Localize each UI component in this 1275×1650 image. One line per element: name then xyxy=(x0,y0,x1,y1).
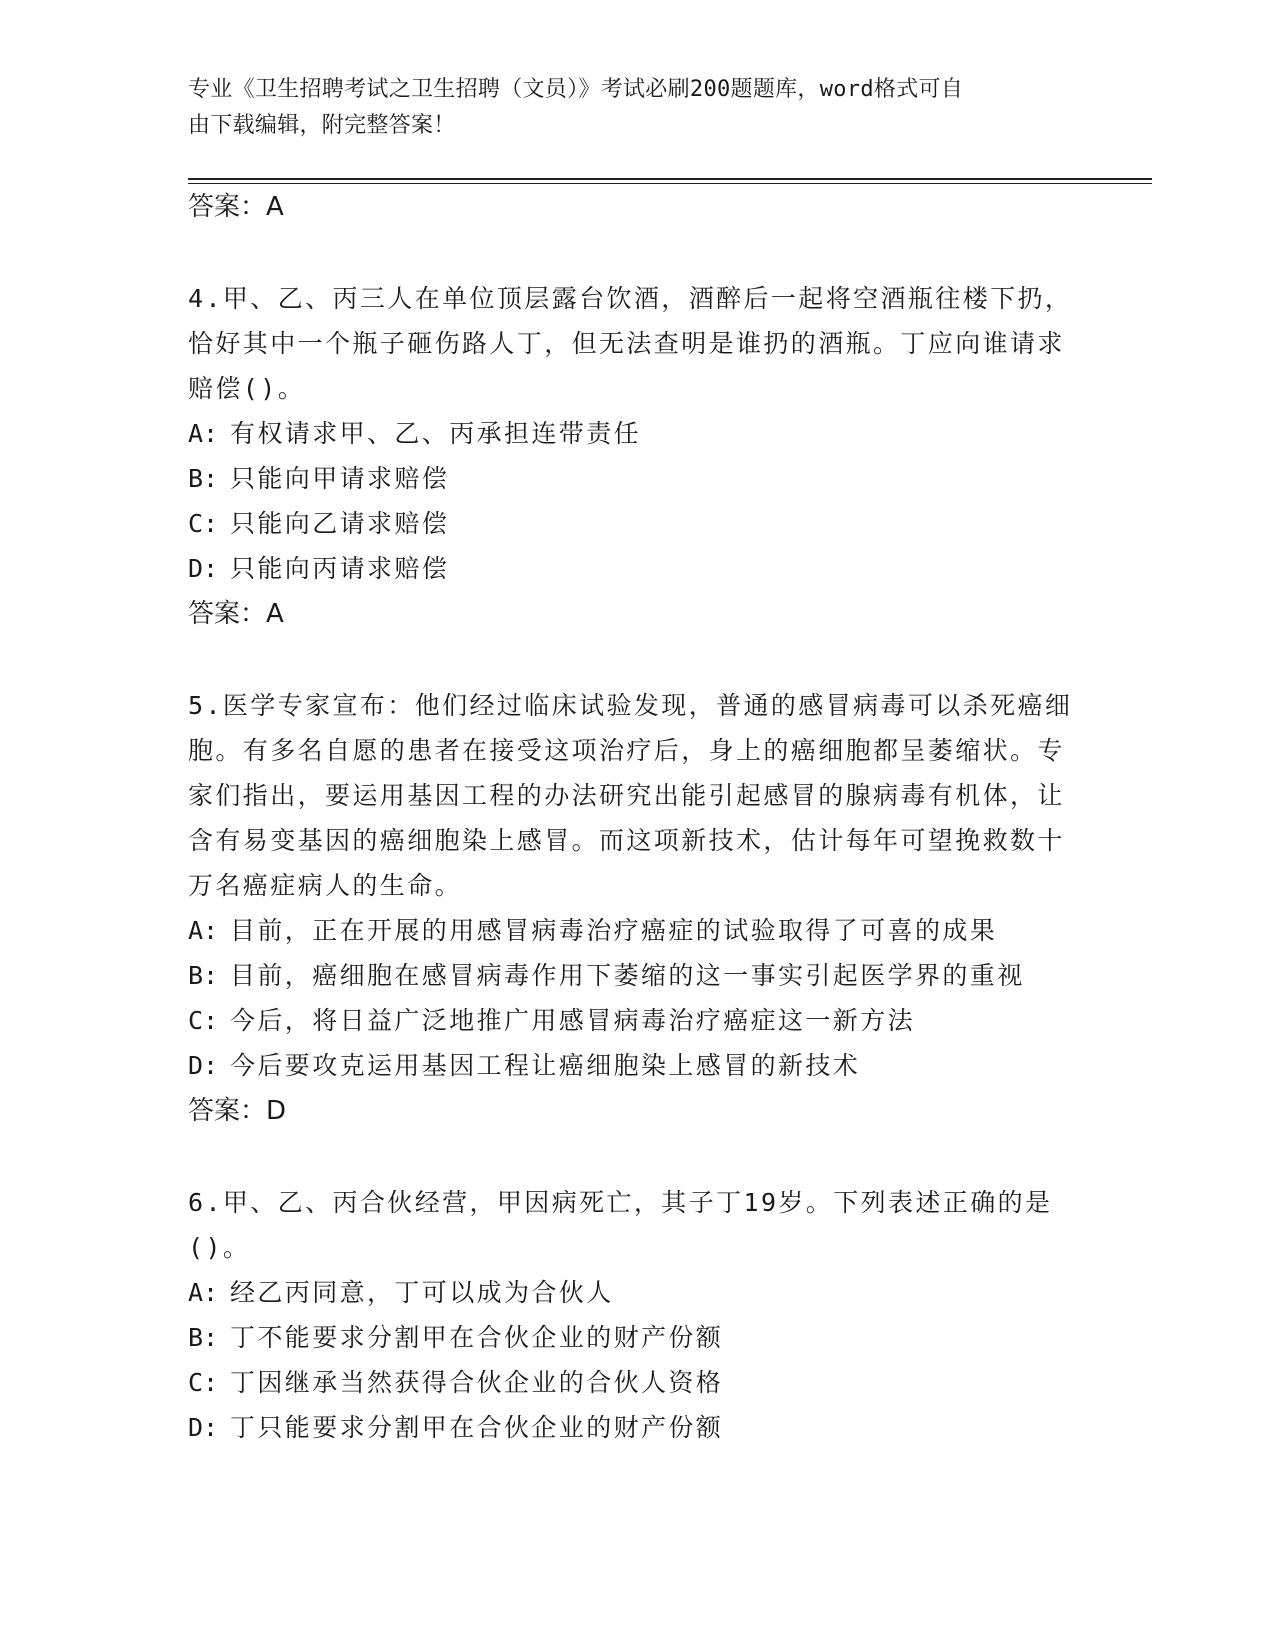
option-key: A: xyxy=(188,1278,219,1307)
option-a xyxy=(188,908,1088,953)
option-text: 丁不能要求分割甲在合伙企业的财产份额 xyxy=(230,1323,724,1352)
question-stem: 6.甲、乙、丙合伙经营，甲因病死亡，其子丁19岁。下列表述正确的是()。 xyxy=(188,1188,1053,1262)
option-key: B: xyxy=(188,1323,219,1352)
option-text: 今后要攻克运用基因工程让癌细胞染上感冒的新技术 xyxy=(230,1051,861,1080)
question-stem: 4.甲、乙、丙三人在单位顶层露台饮酒，酒醉后一起将空酒瓶往楼下扔，恰好其中一个瓶子砸伤路人丁，但无法查明是谁扔的酒瓶。丁应向谁请求赔偿()。 xyxy=(188,284,1073,403)
answer-label: 答案：D xyxy=(188,1096,287,1126)
header-line-1: 专业《卫生招聘考试之卫生招聘（文员）》考试必刷200题题库，word格式可自 xyxy=(188,77,964,102)
option-text: 只能向乙请求赔偿 xyxy=(230,509,450,538)
option-key: C: xyxy=(188,1006,219,1035)
option-text: 丁因继承当然获得合伙企业的合伙人资格 xyxy=(230,1368,724,1397)
option-d xyxy=(188,546,1088,591)
option-d xyxy=(188,1043,1088,1088)
question-list xyxy=(188,184,1088,1450)
option-text: 只能向丙请求赔偿 xyxy=(230,554,450,583)
option-b xyxy=(188,456,1088,501)
option-text: 目前，正在开展的用感冒病毒治疗癌症的试验取得了可喜的成果 xyxy=(230,916,998,945)
option-a xyxy=(188,1270,1088,1315)
option-b xyxy=(188,1315,1088,1360)
option-c xyxy=(188,501,1088,546)
option-key: D: xyxy=(188,1413,219,1442)
option-key: C: xyxy=(188,509,219,538)
header-rule-thick xyxy=(188,178,1152,180)
option-key: D: xyxy=(188,1051,219,1080)
option-text: 经乙丙同意，丁可以成为合伙人 xyxy=(230,1278,614,1307)
option-key: B: xyxy=(188,464,219,493)
question-6 xyxy=(188,1180,1088,1450)
option-c xyxy=(188,998,1088,1043)
option-text: 有权请求甲、乙、丙承担连带责任 xyxy=(230,419,642,448)
header-line-2: 由下载编辑，附完整答案！ xyxy=(188,113,456,138)
option-text: 今后，将日益广泛地推广用感冒病毒治疗癌症这一新方法 xyxy=(230,1006,916,1035)
option-text: 目前，癌细胞在感冒病毒作用下萎缩的这一事实引起医学界的重视 xyxy=(230,961,1025,990)
previous-answer: 答案：A xyxy=(188,192,284,222)
option-key: A: xyxy=(188,419,219,448)
option-a xyxy=(188,411,1088,456)
question-stem: 5.医学专家宣布：他们经过临床试验发现，普通的感冒病毒可以杀死癌细胞。有多名自愿的患者在接受这项治疗后，身上的癌细胞都呈萎缩状。专家们指出，要运用基因工程的办法研究出能引起感冒的腺病毒有机体，让含有易变基因的癌细胞染上感冒。而这项新技术，估计每年可望挽救数十万名癌症病人的生命。 xyxy=(188,691,1073,900)
question-5 xyxy=(188,683,1088,1134)
option-key: A: xyxy=(188,916,219,945)
option-text: 丁只能要求分割甲在合伙企业的财产份额 xyxy=(230,1413,724,1442)
option-key: D: xyxy=(188,554,219,583)
question-4 xyxy=(188,276,1088,637)
option-c xyxy=(188,1360,1088,1405)
answer-label: 答案：A xyxy=(188,599,284,629)
option-b xyxy=(188,953,1088,998)
option-d xyxy=(188,1405,1088,1450)
page-header xyxy=(188,72,1068,144)
option-key: B: xyxy=(188,961,219,990)
option-text: 只能向甲请求赔偿 xyxy=(230,464,450,493)
option-key: C: xyxy=(188,1368,219,1397)
